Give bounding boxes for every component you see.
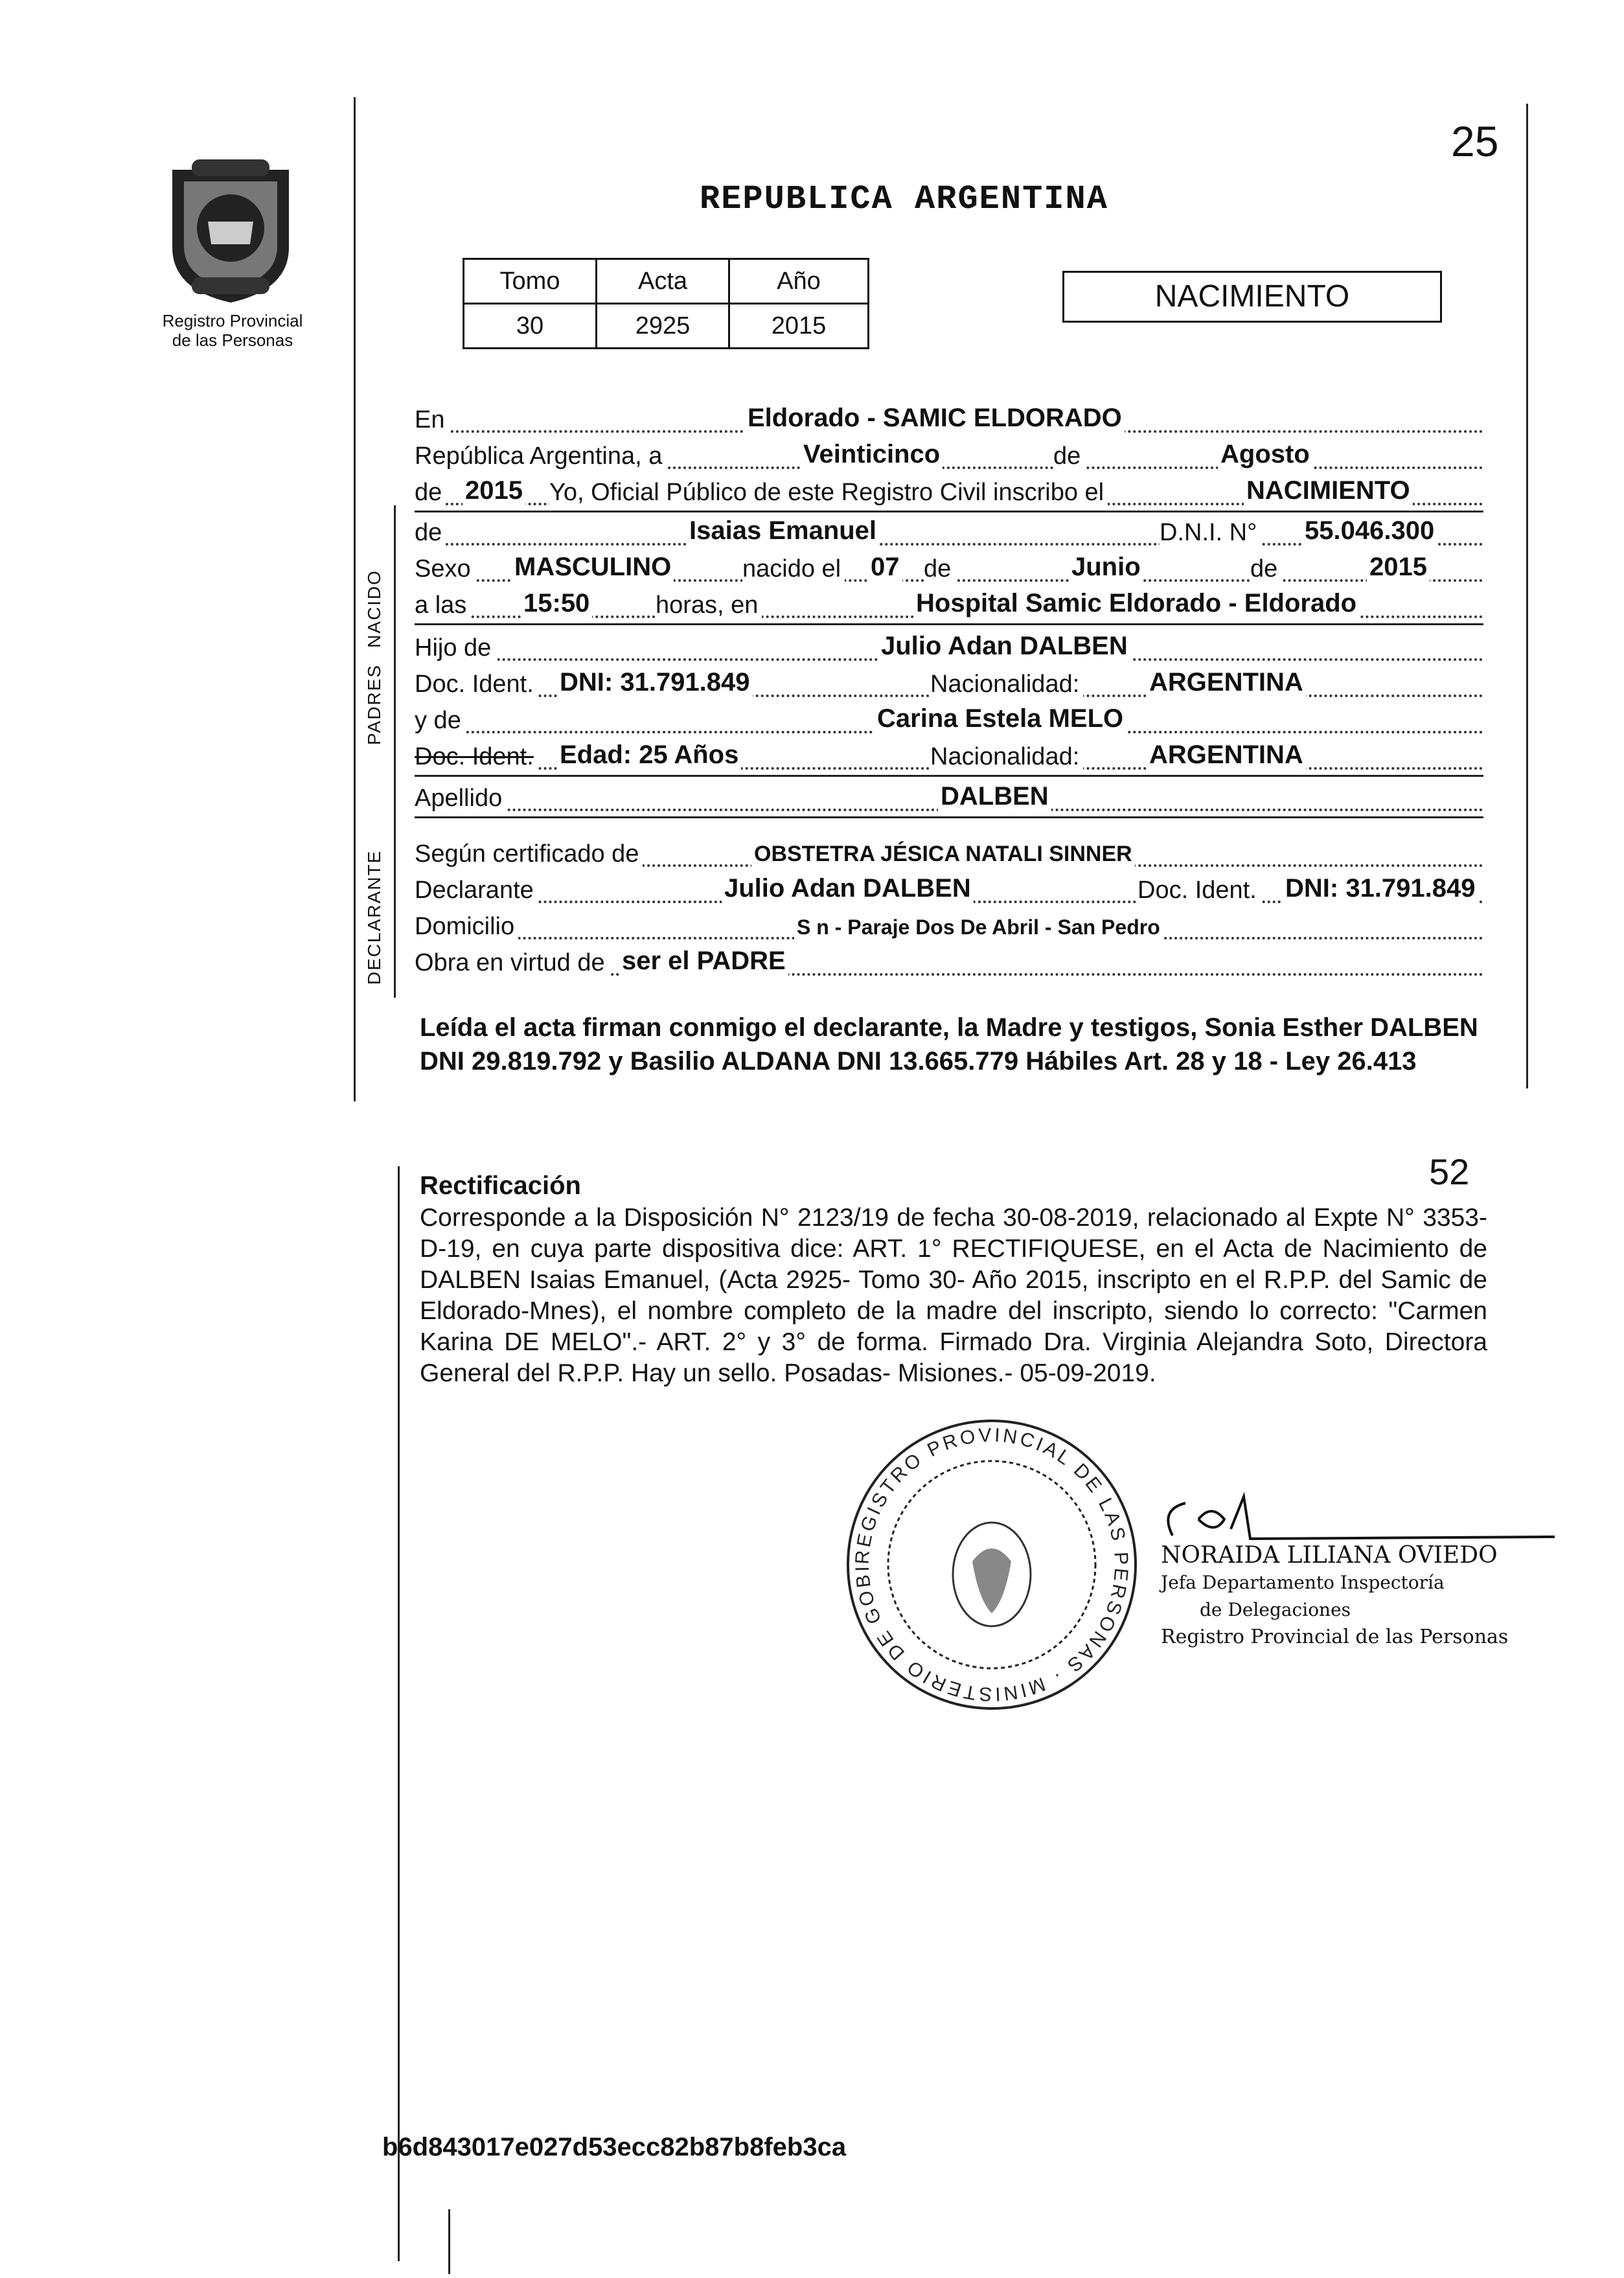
legal-text: Leída el acta firman conmigo el declarante, la Madre y testigos, Sonia Esther DALBEN DNI 29.819.792 y Basilio ALDANA DNI 13.665.779 Hábiles Art. 28 y 18 - Ley 26.413 bbox=[420, 1013, 1478, 1076]
registry-value-tomo: 30 bbox=[464, 304, 597, 349]
label-yde: y de bbox=[415, 707, 465, 735]
label-declarante: Declarante bbox=[415, 877, 538, 904]
signatory-block bbox=[1161, 1542, 1508, 1651]
value-declarant: Julio Adan DALBEN bbox=[722, 874, 974, 903]
signatory-org: Registro Provincial de las Personas bbox=[1161, 1626, 1509, 1648]
row-surname bbox=[415, 780, 1483, 818]
label-de: de bbox=[1053, 443, 1084, 470]
registry-table bbox=[463, 258, 869, 349]
page-number: 25 bbox=[1451, 117, 1499, 165]
rectification-title: Rectificación bbox=[420, 1171, 581, 1200]
label-de-name: de bbox=[415, 519, 446, 547]
value-surname: DALBEN bbox=[938, 782, 1051, 811]
value-month: Agosto bbox=[1218, 440, 1312, 469]
label-certificado: Según certificado de bbox=[415, 840, 643, 868]
registry-value-anio: 2015 bbox=[729, 304, 869, 349]
signatory-name: NORAIDA LILIANA OVIEDO bbox=[1161, 1542, 1498, 1569]
label-de2: de bbox=[415, 479, 446, 507]
value-birth-day: 07 bbox=[868, 553, 902, 582]
label-republica: República Argentina, a bbox=[415, 443, 666, 470]
province-logo bbox=[153, 150, 308, 306]
label-apellido: Apellido bbox=[415, 785, 506, 812]
value-capacity: ser el PADRE bbox=[619, 947, 788, 976]
value-address: S n - Paraje Dos De Abril - San Pedro bbox=[794, 915, 1163, 939]
value-year: 2015 bbox=[463, 476, 525, 505]
bottom-tick-line bbox=[448, 2209, 450, 2274]
value-birth-place: Hospital Samic Eldorado - Eldorado bbox=[913, 589, 1359, 618]
footer-hash: b6d843017e027d53ecc82b87b8feb3ca bbox=[382, 2133, 847, 2161]
value-birth-year: 2015 bbox=[1367, 553, 1430, 582]
label-obra: Obra en virtud de bbox=[415, 949, 609, 977]
registry-header-acta: Acta bbox=[597, 259, 729, 304]
value-place: Eldorado - SAMIC ELDORADO bbox=[745, 404, 1125, 433]
row-place bbox=[415, 402, 1483, 438]
rectification-number: 52 bbox=[1429, 1151, 1470, 1192]
value-mother-nationality: ARGENTINA bbox=[1147, 741, 1306, 770]
value-declarant-doc: DNI: 31.791.849 bbox=[1283, 874, 1478, 903]
value-sex: MASCULINO bbox=[512, 553, 674, 582]
value-father: Julio Adan DALBEN bbox=[878, 632, 1130, 661]
logo-caption-line2: de las Personas bbox=[172, 330, 293, 350]
value-dni: 55.046.300 bbox=[1302, 516, 1437, 546]
section-divider-line bbox=[394, 505, 396, 998]
page-title: REPUBLICA ARGENTINA bbox=[700, 180, 1108, 218]
label-doc-declarant: Doc. Ident. bbox=[1138, 877, 1261, 904]
row-father bbox=[415, 630, 1483, 666]
stamp-text: REGISTRO PROVINCIAL DE LAS PERSONAS · MINISTERIO DE GOBI bbox=[851, 1424, 1132, 1705]
row-certificate bbox=[415, 836, 1483, 872]
value-day: Veinticinco bbox=[801, 440, 943, 469]
value-name: Isaias Emanuel bbox=[687, 516, 879, 546]
row-father-doc bbox=[415, 666, 1483, 702]
value-certificate: OBSTETRA JÉSICA NATALI SINNER bbox=[751, 842, 1135, 867]
side-label-declarante: DECLARANTE bbox=[364, 849, 384, 985]
registry-value-acta: 2925 bbox=[597, 304, 729, 349]
logo-caption-line1: Registro Provincial bbox=[162, 311, 303, 330]
row-sex-birthdate bbox=[415, 551, 1483, 587]
registry-header-anio: Año bbox=[729, 259, 869, 304]
row-mother bbox=[415, 702, 1483, 739]
row-mother-doc bbox=[415, 739, 1483, 777]
row-name bbox=[415, 514, 1483, 551]
value-mother: Carina Estela MELO bbox=[875, 704, 1126, 733]
document-type-box: NACIMIENTO bbox=[1062, 271, 1442, 323]
row-domicile bbox=[415, 908, 1483, 945]
label-nacido: nacido el bbox=[742, 555, 845, 583]
value-time: 15:50 bbox=[521, 589, 592, 618]
rectification-body: Corresponde a la Disposición N° 2123/19 de fecha 30-08-2019, relacionado al Expte N° 3353-D-19, en cuya parte dispositiva dice: ART. 1° RECTIFIQUESE, en el Acta de Nacimiento de DALBEN Isaias Emanuel, (Acta 2925- Tomo 30- Año 2015, inscripto en el R.P.P. del Samic de Eldorado-Mnes), el nombre completo de la madre del inscripto, siendo lo correcto: "Carmen Karina DE MELO".- ART. 2° y 3° de forma. Firmado Dra. Virginia Alejandra Soto, Directora General del R.P.P. Hay un sello. Posadas- Misiones.- 05-09-2019. bbox=[420, 1204, 1487, 1387]
side-label-nacido: NACIDO bbox=[364, 570, 384, 648]
label-horas: horas, en bbox=[656, 592, 762, 619]
value-act: NACIMIENTO bbox=[1244, 476, 1413, 505]
value-mother-doc: Edad: 25 Años bbox=[557, 741, 741, 770]
label-nacionalidad: Nacionalidad: bbox=[930, 671, 1083, 698]
signatory-title: Jefa Departamento Inspectoría bbox=[1161, 1572, 1445, 1593]
row-capacity bbox=[415, 945, 1483, 981]
label-hijo: Hijo de bbox=[415, 634, 495, 662]
label-de4: de bbox=[1250, 555, 1281, 583]
signatory-dept: de Delegaciones bbox=[1200, 1599, 1351, 1620]
label-alas: a las bbox=[415, 592, 470, 619]
official-stamp bbox=[840, 1412, 1144, 1717]
value-father-nationality: ARGENTINA bbox=[1147, 668, 1306, 697]
side-label-padres: PADRES bbox=[364, 663, 384, 745]
label-de3: de bbox=[924, 555, 955, 583]
label-doc-struck: Doc. Ident. bbox=[415, 743, 538, 771]
row-year-act bbox=[415, 474, 1483, 512]
left-lower-line bbox=[398, 1166, 400, 2261]
row-time-place bbox=[415, 587, 1483, 625]
label-en: En bbox=[415, 406, 448, 434]
logo-caption bbox=[132, 311, 333, 350]
value-father-doc: DNI: 31.791.849 bbox=[557, 668, 753, 697]
right-margin-line bbox=[1526, 104, 1528, 1088]
value-birth-month: Junio bbox=[1069, 553, 1143, 582]
label-dni: D.N.I. N° bbox=[1160, 519, 1261, 547]
row-date bbox=[415, 438, 1483, 474]
label-yo: Yo, Oficial Público de este Registro Civil inscribo el bbox=[549, 479, 1108, 507]
label-nacionalidad2: Nacionalidad: bbox=[930, 743, 1083, 771]
label-doc: Doc. Ident. bbox=[415, 671, 538, 698]
left-margin-line bbox=[354, 97, 356, 1101]
label-sexo: Sexo bbox=[415, 555, 475, 583]
registry-header-tomo: Tomo bbox=[464, 259, 597, 304]
label-domicilio: Domicilio bbox=[415, 913, 518, 941]
row-declarant bbox=[415, 872, 1483, 908]
